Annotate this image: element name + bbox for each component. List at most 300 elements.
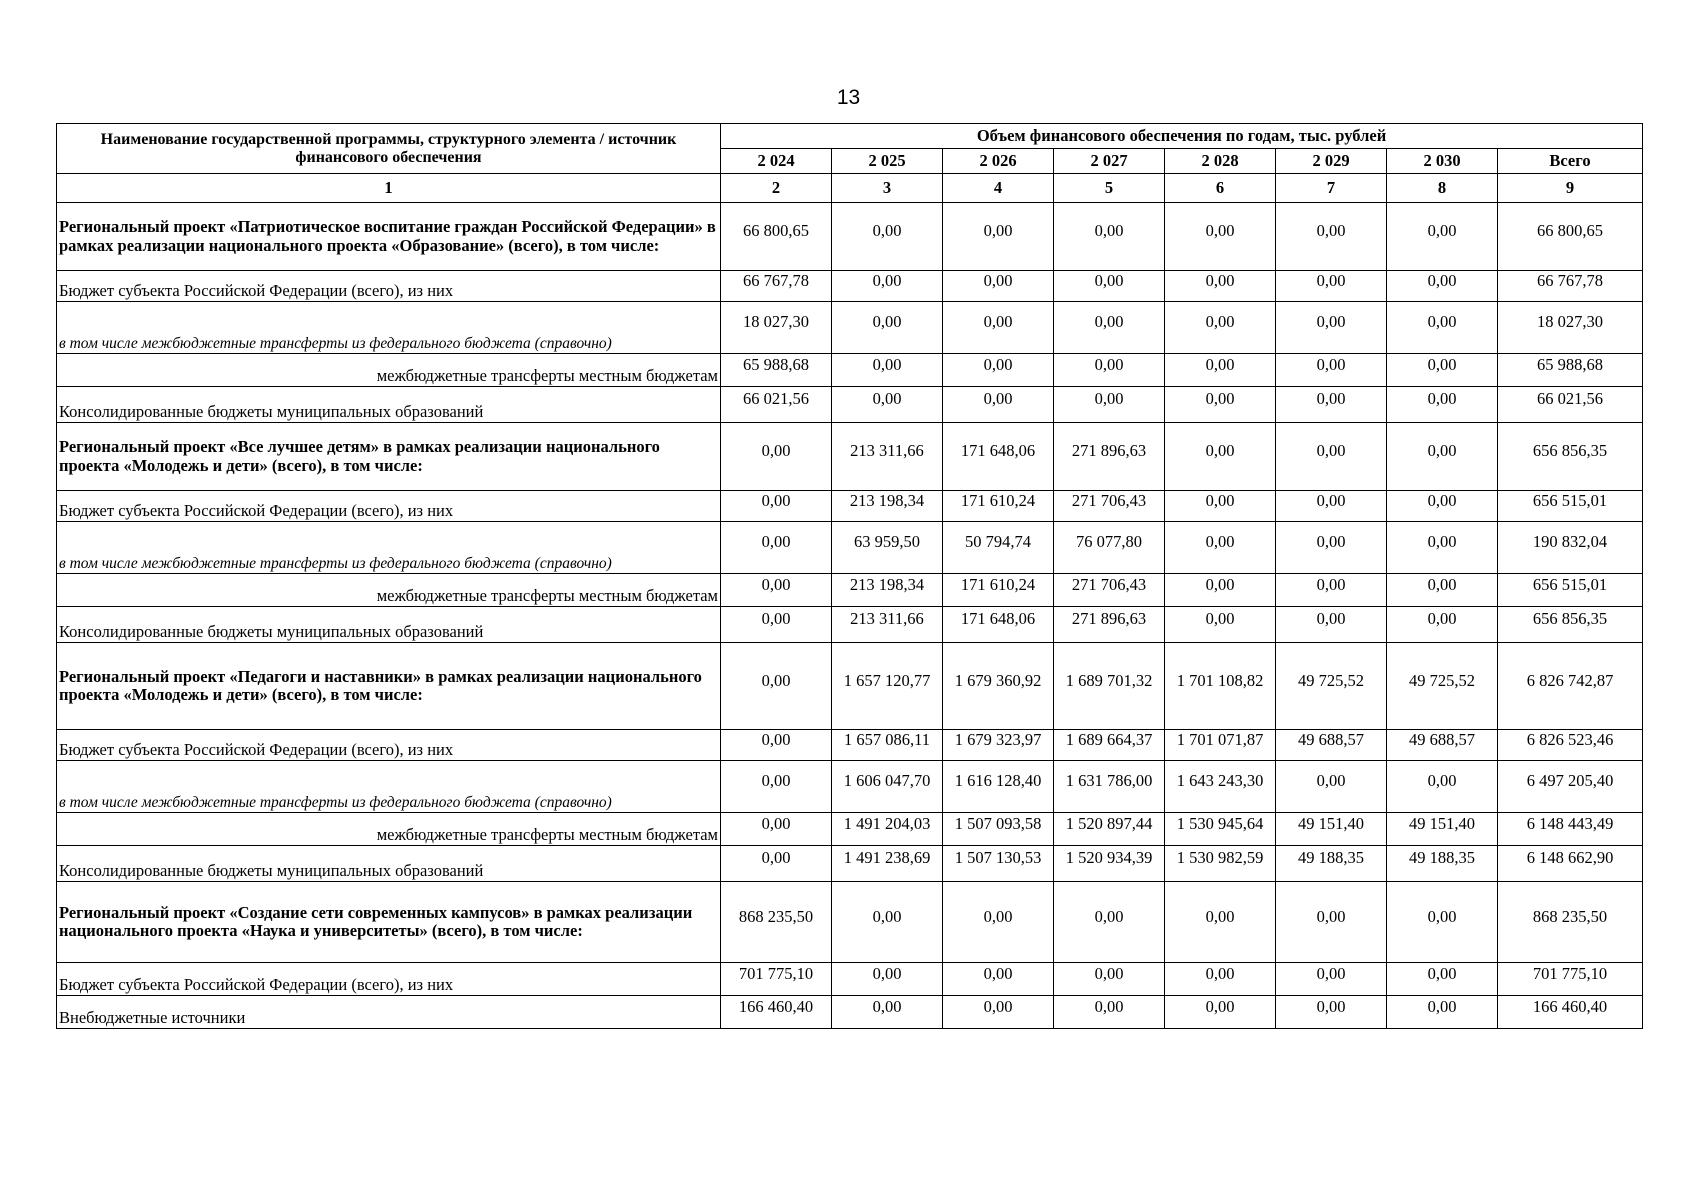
cell-value: 0,00 — [983, 270, 1013, 290]
cell-value: 271 706,43 — [1071, 490, 1147, 510]
row-value-cell — [1165, 302, 1276, 354]
cell-value: 66 767,78 — [743, 270, 809, 290]
cell-value: 0,00 — [1205, 574, 1235, 594]
cell-value: 213 198,34 — [849, 574, 925, 594]
row-value-cell — [832, 730, 943, 761]
row-value-cell — [943, 813, 1054, 846]
cell-value: 0,00 — [983, 996, 1013, 1016]
cell-value: 0,00 — [761, 771, 791, 791]
row-value-cell — [832, 574, 943, 607]
cell-value: 701 775,10 — [738, 963, 814, 983]
row-value-cell — [832, 522, 943, 574]
row-value-cell — [1165, 491, 1276, 522]
row-value-cell — [1387, 761, 1498, 813]
row-value-cell — [721, 761, 832, 813]
row-value-cell — [1276, 203, 1387, 271]
row-value-cell — [832, 996, 943, 1029]
row-value-cell — [1276, 423, 1387, 491]
row-total-cell — [1498, 203, 1643, 271]
row-value-cell — [1387, 423, 1498, 491]
cell-value: 0,00 — [872, 354, 902, 374]
table-row-transfers — [57, 302, 1643, 354]
cell-value: 0,00 — [872, 312, 902, 332]
table-row-consolidated — [57, 387, 1643, 423]
row-value-cell — [1276, 813, 1387, 846]
cell-value: 0,00 — [1427, 221, 1457, 241]
cell-value: 171 648,06 — [960, 609, 1036, 629]
row-value-cell — [721, 574, 832, 607]
row-value-cell — [1165, 271, 1276, 302]
row-value-cell — [1165, 996, 1276, 1029]
row-value-cell — [721, 387, 832, 423]
row-total-cell — [1498, 271, 1643, 302]
cell-value: 0,00 — [761, 609, 791, 629]
column-number: 4 — [943, 174, 1054, 203]
row-value-cell — [832, 423, 943, 491]
cell-value: 0,00 — [1094, 270, 1124, 290]
cell-value: 1 491 238,69 — [843, 848, 931, 868]
row-value-cell — [1054, 522, 1165, 574]
header-volume-title: Объем финансового обеспечения по годам, тыс. рублей — [721, 124, 1643, 149]
table-row-project — [57, 882, 1643, 963]
row-name-cell: Консолидированные бюджеты муниципальных образований — [57, 846, 721, 882]
cell-value: 656 856,35 — [1532, 441, 1608, 461]
table-row-extra — [57, 996, 1643, 1029]
cell-value: 0,00 — [983, 221, 1013, 241]
row-name-cell: в том числе межбюджетные трансферты из федерального бюджета (справочно) — [57, 302, 721, 354]
cell-value: 0,00 — [1205, 996, 1235, 1016]
row-value-cell — [1387, 882, 1498, 963]
row-value-cell — [832, 607, 943, 643]
cell-value: 213 198,34 — [849, 490, 925, 510]
cell-value: 166 460,40 — [738, 996, 814, 1016]
row-total-cell — [1498, 882, 1643, 963]
row-name-cell: Бюджет субъекта Российской Федерации (всего), из них — [57, 491, 721, 522]
row-value-cell — [1165, 423, 1276, 491]
row-name-cell: межбюджетные трансферты местным бюджетам — [57, 574, 721, 607]
row-name-cell: Консолидированные бюджеты муниципальных образований — [57, 607, 721, 643]
row-value-cell — [943, 271, 1054, 302]
cell-value: 0,00 — [1094, 389, 1124, 409]
row-total-cell — [1498, 996, 1643, 1029]
cell-value: 0,00 — [1205, 270, 1235, 290]
cell-value: 1 643 243,30 — [1176, 771, 1264, 791]
table-row-budget — [57, 963, 1643, 996]
row-value-cell — [1165, 387, 1276, 423]
cell-value: 0,00 — [1316, 221, 1346, 241]
row-value-cell — [721, 846, 832, 882]
cell-value: 1 701 071,87 — [1176, 729, 1264, 749]
page-number: 13 — [836, 86, 861, 109]
row-value-cell — [1054, 963, 1165, 996]
header-name-column: Наименование государственной программы, структурного элемента / источник финансового обеспечения — [57, 124, 721, 174]
cell-value: 0,00 — [1316, 963, 1346, 983]
row-value-cell — [1387, 813, 1498, 846]
row-value-cell — [1387, 996, 1498, 1029]
cell-value: 0,00 — [1316, 574, 1346, 594]
row-total-cell — [1498, 643, 1643, 730]
row-total-cell — [1498, 730, 1643, 761]
cell-value: 0,00 — [1094, 963, 1124, 983]
row-value-cell — [943, 643, 1054, 730]
row-name-cell: Бюджет субъекта Российской Федерации (всего), из них — [57, 730, 721, 761]
cell-value: 213 311,66 — [850, 609, 924, 629]
row-name-cell: межбюджетные трансферты местным бюджетам — [57, 813, 721, 846]
row-value-cell — [1276, 522, 1387, 574]
row-value-cell — [1165, 522, 1276, 574]
row-value-cell — [832, 302, 943, 354]
row-value-cell — [1165, 963, 1276, 996]
cell-value: 0,00 — [1094, 354, 1124, 374]
cell-value: 0,00 — [1316, 996, 1346, 1016]
row-value-cell — [1054, 882, 1165, 963]
cell-value: 0,00 — [1205, 490, 1235, 510]
row-value-cell — [1054, 607, 1165, 643]
row-value-cell — [943, 730, 1054, 761]
row-value-cell — [1165, 643, 1276, 730]
row-value-cell — [943, 761, 1054, 813]
cell-value: 0,00 — [761, 574, 791, 594]
row-name-cell: в том числе межбюджетные трансферты из федерального бюджета (справочно) — [57, 761, 721, 813]
row-value-cell — [832, 643, 943, 730]
header-total: Всего — [1498, 149, 1643, 174]
column-number: 6 — [1165, 174, 1276, 203]
cell-value: 0,00 — [872, 389, 902, 409]
cell-value: 1 657 086,11 — [843, 729, 930, 749]
row-total-cell — [1498, 354, 1643, 387]
cell-value: 0,00 — [1427, 441, 1457, 461]
cell-value: 0,00 — [1205, 389, 1235, 409]
row-total-cell — [1498, 387, 1643, 423]
row-value-cell — [1387, 354, 1498, 387]
cell-value: 1 520 897,44 — [1065, 813, 1153, 833]
row-value-cell — [1387, 271, 1498, 302]
header-row-column-numbers — [57, 174, 1643, 203]
cell-value: 0,00 — [1205, 906, 1235, 926]
row-value-cell — [1165, 761, 1276, 813]
cell-value: 0,00 — [1205, 354, 1235, 374]
cell-value: 49 151,40 — [1409, 813, 1475, 833]
cell-value: 0,00 — [1316, 532, 1346, 552]
cell-value: 18 027,30 — [1537, 312, 1603, 332]
row-value-cell — [1276, 271, 1387, 302]
cell-value: 1 530 982,59 — [1176, 848, 1264, 868]
cell-value: 0,00 — [983, 354, 1013, 374]
column-number: 3 — [832, 174, 943, 203]
cell-value: 0,00 — [761, 441, 791, 461]
row-value-cell — [1054, 730, 1165, 761]
row-value-cell — [1276, 354, 1387, 387]
cell-value: 49 188,35 — [1409, 848, 1475, 868]
row-value-cell — [832, 963, 943, 996]
header-year: 2 030 — [1387, 149, 1498, 174]
cell-value: 0,00 — [1094, 312, 1124, 332]
row-name-cell: Внебюджетные источники — [57, 996, 721, 1029]
cell-value: 0,00 — [1427, 771, 1457, 791]
row-name-cell: Региональный проект «Создание сети современных кампусов» в рамках реализации национального проекта «Наука и университеты» (всего), в том числе: — [57, 882, 721, 963]
row-value-cell — [943, 607, 1054, 643]
cell-value: 0,00 — [872, 963, 902, 983]
cell-value: 49 688,57 — [1409, 729, 1475, 749]
cell-value: 213 311,66 — [850, 441, 924, 461]
row-value-cell — [1054, 354, 1165, 387]
cell-value: 6 826 523,46 — [1526, 729, 1614, 749]
row-value-cell — [1276, 574, 1387, 607]
table-header — [57, 124, 1643, 203]
row-value-cell — [1054, 387, 1165, 423]
table-row-project — [57, 643, 1643, 730]
column-number: 9 — [1498, 174, 1643, 203]
cell-value: 1 657 120,77 — [843, 670, 931, 690]
row-value-cell — [943, 302, 1054, 354]
row-value-cell — [1054, 271, 1165, 302]
row-value-cell — [1054, 643, 1165, 730]
row-value-cell — [1054, 423, 1165, 491]
row-total-cell — [1498, 423, 1643, 491]
cell-value: 271 896,63 — [1071, 441, 1147, 461]
cell-value: 0,00 — [1427, 609, 1457, 629]
row-value-cell — [1054, 302, 1165, 354]
row-value-cell — [943, 423, 1054, 491]
cell-value: 0,00 — [1094, 996, 1124, 1016]
table-row-transfers — [57, 761, 1643, 813]
row-total-cell — [1498, 846, 1643, 882]
cell-value: 6 148 443,49 — [1526, 813, 1614, 833]
table-row-budget — [57, 491, 1643, 522]
cell-value: 0,00 — [872, 270, 902, 290]
row-value-cell — [1276, 761, 1387, 813]
row-value-cell — [721, 522, 832, 574]
row-value-cell — [1276, 963, 1387, 996]
row-value-cell — [1276, 996, 1387, 1029]
row-value-cell — [1276, 387, 1387, 423]
table-row-project — [57, 203, 1643, 271]
row-name-cell: Региональный проект «Все лучшее детям» в рамках реализации национального проекта «Молодежь и дети» (всего), в том числе: — [57, 423, 721, 491]
cell-value: 18 027,30 — [743, 312, 809, 332]
cell-value: 0,00 — [1316, 771, 1346, 791]
cell-value: 1 679 323,97 — [954, 729, 1042, 749]
cell-value: 1 689 701,32 — [1065, 670, 1153, 690]
cell-value: 66 021,56 — [1537, 389, 1603, 409]
cell-value: 0,00 — [872, 221, 902, 241]
cell-value: 0,00 — [1094, 906, 1124, 926]
cell-value: 0,00 — [1094, 221, 1124, 241]
table-row-local — [57, 574, 1643, 607]
cell-value: 271 896,63 — [1071, 609, 1147, 629]
cell-value: 0,00 — [983, 312, 1013, 332]
cell-value: 66 021,56 — [743, 389, 809, 409]
row-value-cell — [1165, 730, 1276, 761]
table-row-local — [57, 813, 1643, 846]
cell-value: 656 856,35 — [1532, 609, 1608, 629]
row-value-cell — [721, 491, 832, 522]
row-value-cell — [1387, 387, 1498, 423]
cell-value: 0,00 — [1427, 996, 1457, 1016]
cell-value: 0,00 — [1316, 270, 1346, 290]
table-row-budget — [57, 730, 1643, 761]
cell-value: 1 679 360,92 — [954, 670, 1042, 690]
cell-value: 271 706,43 — [1071, 574, 1147, 594]
row-value-cell — [832, 761, 943, 813]
cell-value: 63 959,50 — [854, 532, 920, 552]
row-value-cell — [832, 491, 943, 522]
cell-value: 0,00 — [1427, 532, 1457, 552]
cell-value: 49 188,35 — [1298, 848, 1364, 868]
table-row-local — [57, 354, 1643, 387]
cell-value: 656 515,01 — [1532, 490, 1608, 510]
row-value-cell — [721, 607, 832, 643]
financing-table — [56, 123, 1643, 1029]
row-value-cell — [943, 882, 1054, 963]
cell-value: 6 148 662,90 — [1526, 848, 1614, 868]
cell-value: 0,00 — [983, 389, 1013, 409]
row-value-cell — [1387, 491, 1498, 522]
cell-value: 656 515,01 — [1532, 574, 1608, 594]
cell-value: 0,00 — [1316, 906, 1346, 926]
cell-value: 0,00 — [983, 906, 1013, 926]
header-year: 2 025 — [832, 149, 943, 174]
cell-value: 0,00 — [761, 670, 791, 690]
row-total-cell — [1498, 522, 1643, 574]
row-name-cell: Бюджет субъекта Российской Федерации (всего), из них — [57, 271, 721, 302]
row-value-cell — [1054, 491, 1165, 522]
cell-value: 0,00 — [761, 532, 791, 552]
cell-value: 1 616 128,40 — [954, 771, 1042, 791]
row-name-cell: межбюджетные трансферты местным бюджетам — [57, 354, 721, 387]
cell-value: 190 832,04 — [1532, 532, 1608, 552]
cell-value: 65 988,68 — [1537, 354, 1603, 374]
header-year: 2 028 — [1165, 149, 1276, 174]
row-total-cell — [1498, 607, 1643, 643]
row-value-cell — [1165, 607, 1276, 643]
row-name-cell: Региональный проект «Патриотическое воспитание граждан Российской Федерации» в рамках реализации национального проекта «Образование» (всего), в том числе: — [57, 203, 721, 271]
cell-value: 1 631 786,00 — [1065, 771, 1153, 791]
column-number: 5 — [1054, 174, 1165, 203]
table-body — [57, 203, 1643, 1029]
row-value-cell — [1387, 522, 1498, 574]
row-value-cell — [1165, 354, 1276, 387]
cell-value: 0,00 — [1427, 963, 1457, 983]
row-name-cell: в том числе межбюджетные трансферты из федерального бюджета (справочно) — [57, 522, 721, 574]
cell-value: 66 767,78 — [1537, 270, 1603, 290]
cell-value: 0,00 — [1427, 270, 1457, 290]
row-value-cell — [832, 813, 943, 846]
row-value-cell — [721, 882, 832, 963]
cell-value: 49 725,52 — [1409, 670, 1475, 690]
row-value-cell — [832, 387, 943, 423]
row-value-cell — [1387, 846, 1498, 882]
row-name-cell: Консолидированные бюджеты муниципальных образований — [57, 387, 721, 423]
cell-value: 0,00 — [1316, 312, 1346, 332]
row-value-cell — [1276, 607, 1387, 643]
row-name-cell: Бюджет субъекта Российской Федерации (всего), из них — [57, 963, 721, 996]
cell-value: 0,00 — [872, 996, 902, 1016]
cell-value: 0,00 — [1205, 312, 1235, 332]
row-value-cell — [943, 491, 1054, 522]
cell-value: 0,00 — [1427, 574, 1457, 594]
row-value-cell — [1054, 846, 1165, 882]
cell-value: 0,00 — [761, 848, 791, 868]
column-number: 1 — [57, 174, 721, 203]
row-value-cell — [721, 730, 832, 761]
cell-value: 0,00 — [1205, 221, 1235, 241]
cell-value: 0,00 — [1316, 354, 1346, 374]
row-total-cell — [1498, 761, 1643, 813]
table-row-project — [57, 423, 1643, 491]
row-value-cell — [943, 963, 1054, 996]
table-row-budget — [57, 271, 1643, 302]
row-value-cell — [1165, 846, 1276, 882]
column-number: 7 — [1276, 174, 1387, 203]
row-value-cell — [721, 423, 832, 491]
row-total-cell — [1498, 491, 1643, 522]
row-value-cell — [721, 203, 832, 271]
cell-value: 701 775,10 — [1532, 963, 1608, 983]
cell-value: 0,00 — [1427, 490, 1457, 510]
row-value-cell — [1054, 813, 1165, 846]
row-value-cell — [1276, 730, 1387, 761]
row-total-cell — [1498, 574, 1643, 607]
cell-value: 0,00 — [1427, 906, 1457, 926]
row-value-cell — [721, 963, 832, 996]
row-value-cell — [721, 996, 832, 1029]
row-value-cell — [721, 271, 832, 302]
row-value-cell — [721, 302, 832, 354]
row-value-cell — [1165, 882, 1276, 963]
table-row-consolidated — [57, 607, 1643, 643]
column-number: 8 — [1387, 174, 1498, 203]
cell-value: 1 491 204,03 — [843, 813, 931, 833]
cell-value: 1 606 047,70 — [843, 771, 931, 791]
row-name-cell: Региональный проект «Педагоги и наставники» в рамках реализации национального проекта «Молодежь и дети» (всего), в том числе: — [57, 643, 721, 730]
row-value-cell — [721, 643, 832, 730]
row-value-cell — [1387, 607, 1498, 643]
cell-value: 0,00 — [1205, 532, 1235, 552]
row-value-cell — [832, 271, 943, 302]
row-value-cell — [721, 813, 832, 846]
cell-value: 6 497 205,40 — [1526, 771, 1614, 791]
cell-value: 868 235,50 — [1532, 906, 1608, 926]
cell-value: 49 151,40 — [1298, 813, 1364, 833]
row-value-cell — [1276, 643, 1387, 730]
row-value-cell — [1165, 574, 1276, 607]
cell-value: 0,00 — [1427, 389, 1457, 409]
row-value-cell — [1054, 203, 1165, 271]
cell-value: 0,00 — [872, 906, 902, 926]
cell-value: 0,00 — [761, 813, 791, 833]
header-year: 2 026 — [943, 149, 1054, 174]
cell-value: 1 689 664,37 — [1065, 729, 1153, 749]
cell-value: 1 530 945,64 — [1176, 813, 1264, 833]
cell-value: 0,00 — [1316, 389, 1346, 409]
cell-value: 49 725,52 — [1298, 670, 1364, 690]
cell-value: 0,00 — [1316, 441, 1346, 461]
row-value-cell — [943, 522, 1054, 574]
cell-value: 171 610,24 — [960, 574, 1036, 594]
row-value-cell — [1276, 302, 1387, 354]
row-value-cell — [1276, 491, 1387, 522]
cell-value: 171 648,06 — [960, 441, 1036, 461]
cell-value: 868 235,50 — [738, 906, 814, 926]
row-value-cell — [1276, 882, 1387, 963]
row-total-cell — [1498, 302, 1643, 354]
cell-value: 50 794,74 — [965, 532, 1031, 552]
row-value-cell — [943, 846, 1054, 882]
header-year: 2 027 — [1054, 149, 1165, 174]
row-value-cell — [1165, 813, 1276, 846]
cell-value: 49 688,57 — [1298, 729, 1364, 749]
column-number: 2 — [721, 174, 832, 203]
